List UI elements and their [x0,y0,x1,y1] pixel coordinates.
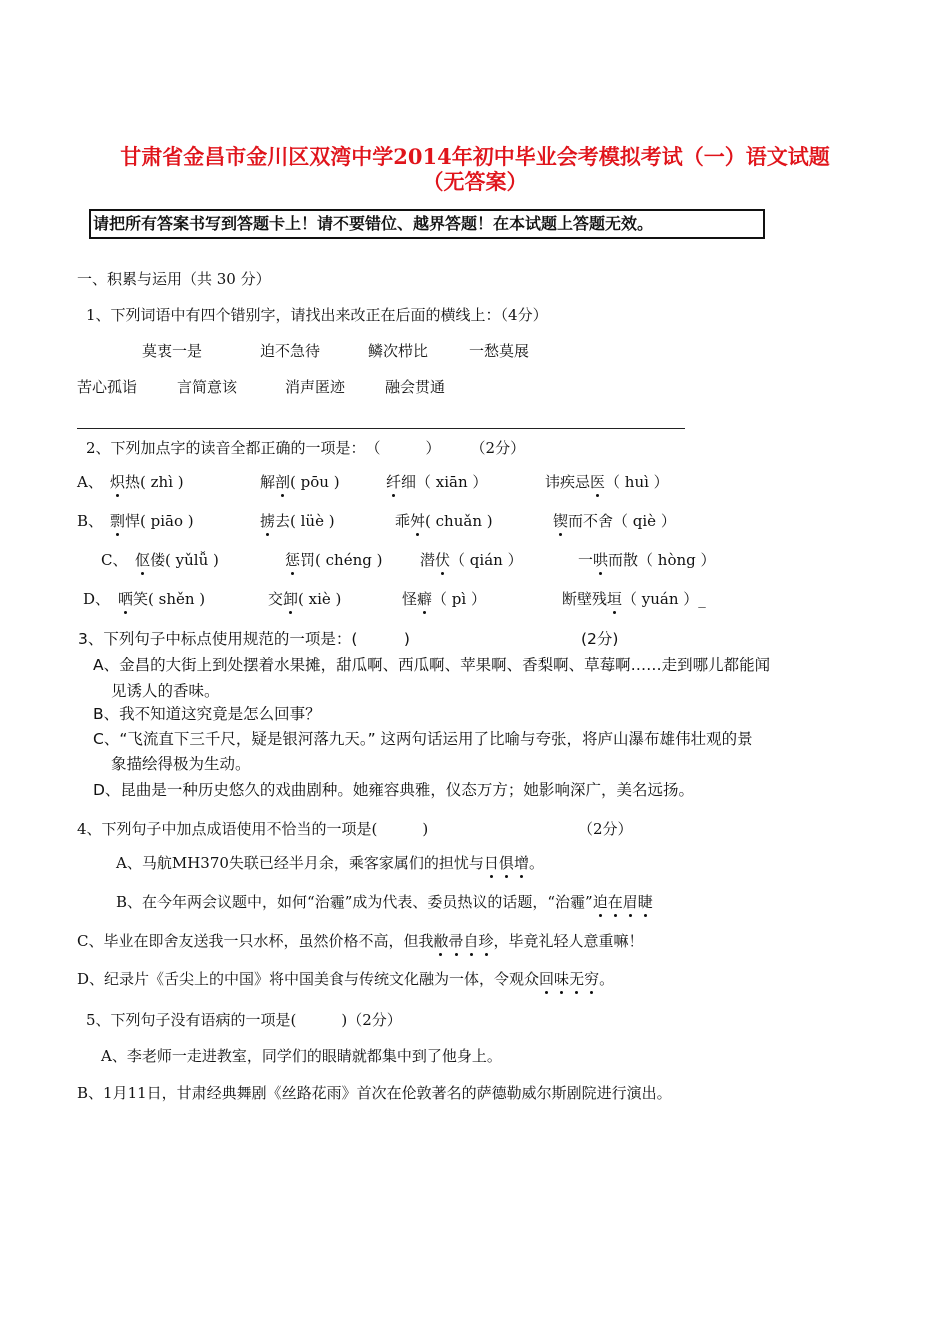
q1-word: 苦心孤诣 [77,378,138,396]
q2-option-label: B、 [77,512,104,530]
q2-option-item: 惩罚( chéng ) [285,551,383,569]
answer-line [77,428,685,429]
q2-option-item: 伛偻( yǔlǚ ) [135,551,219,569]
title-line-1: 甘肃省金昌市金川区双湾中学2014年初中毕业会考模拟考试（一）语文试题 [120,144,830,169]
q2-option-item: 解剖( pōu ) [260,473,340,491]
q2-option-item: 断壁残垣（ yuán ）_ [562,590,706,608]
q2-option-item: 交卸( xiè ) [268,590,342,608]
q2-option-label: C、 [101,551,128,569]
q3-option-a: A、金昌的大街上到处摆着水果摊，甜瓜啊、西瓜啊、苹果啊、香梨啊、草莓啊……走到哪儿都能闻 [93,656,771,674]
q1-word: 莫衷一是 [142,342,203,360]
q2-option-item: 剽悍( piāo ) [110,512,194,530]
q2-stem: 2、下列加点字的读音全都正确的一项是： （ ） （2分） [86,439,526,457]
q4-option-b: B、在今年两会议题中，如何“治霾”成为代表、委员热议的话题，“治霾”迫在眉睫 [116,893,653,911]
q1-word: 消声匿迹 [285,378,346,396]
q2-option-label: A、 [77,473,103,491]
q2-option-item: 纤细（ xiān ） [386,473,488,491]
q2-option-item: 一哄而散（ hòng ） [578,551,716,569]
answer-sheet-notice: 请把所有答案书写到答题卡上！请不要错位、越界答题！在本试题上答题无效。 [89,209,765,239]
q3-option-b: B、我不知道这究竟是怎么回事？ [93,705,321,723]
q2-option-label: D、 [83,590,111,608]
q4-option-a: A、马航MH370失联已经半月余，乘客家属们的担忧与日俱增。 [116,854,544,872]
q3-option-c: C、“飞流直下三千尺，疑是银河落九天。” 这两句话运用了比喻与夸张，将庐山瀑布雄伟壮观的景 [93,730,753,748]
q3-score: (2分) [581,630,619,648]
q2-option-item: 炽热( zhì ) [110,473,184,491]
q4-stem: 4、下列句子中加点成语使用不恰当的一项是( ) [77,820,429,838]
q4-score: （2分） [578,820,633,838]
q4-option-c: C、毕业在即舍友送我一只水杯，虽然价格不高，但我敝帚自珍，毕竟礼轻人意重嘛！ [77,932,644,950]
q1-word: 迫不急待 [260,342,321,360]
q1-word: 融会贯通 [385,378,446,396]
title-line-2: （无答案） [422,169,528,194]
q1-word: 一愁莫展 [469,342,530,360]
q2-option-item: 乖舛( chuǎn ) [395,512,493,530]
q5-option-a: A、李老师一走进教室，同学们的眼睛就都集中到了他身上。 [101,1047,502,1065]
q1-stem: 1、下列词语中有四个错别字，请找出来改正在后面的横线上：（4分） [86,306,548,324]
q2-option-item: 哂笑( shěn ) [118,590,206,608]
q3-option-c-cont: 象描绘得极为生动。 [111,755,251,773]
q4-option-d: D、纪录片《舌尖上的中国》将中国美食与传统文化融为一体，令观众回味无穷。 [77,970,615,988]
q3-stem: 3、下列句子中标点使用规范的一项是：( ) [78,630,410,648]
q5-stem: 5、下列句子没有语病的一项是( )（2分） [86,1011,402,1029]
q2-option-item: 讳疾忌医（ huì ） [545,473,669,491]
q2-option-item: 掳去( lüè ) [260,512,335,530]
q1-word: 言简意该 [177,378,238,396]
q3-option-a-cont: 见诱人的香味。 [111,682,220,700]
q2-option-item: 潜伏（ qián ） [420,551,523,569]
section-heading: 一、积累与运用（共 30 分） [77,270,271,288]
q2-option-item: 怪癖（ pì ） [402,590,486,608]
q2-option-item: 锲而不舍（ qiè ） [553,512,676,530]
q3-option-d: D、昆曲是一种历史悠久的戏曲剧种。她雍容典雅，仪态万方；她影响深广，美名远扬。 [93,781,694,799]
q5-option-b: B、1月11日，甘肃经典舞剧《丝路花雨》首次在伦敦著名的萨德勒威尔斯剧院进行演出。 [77,1084,672,1102]
q1-word: 鳞次栉比 [368,342,429,360]
